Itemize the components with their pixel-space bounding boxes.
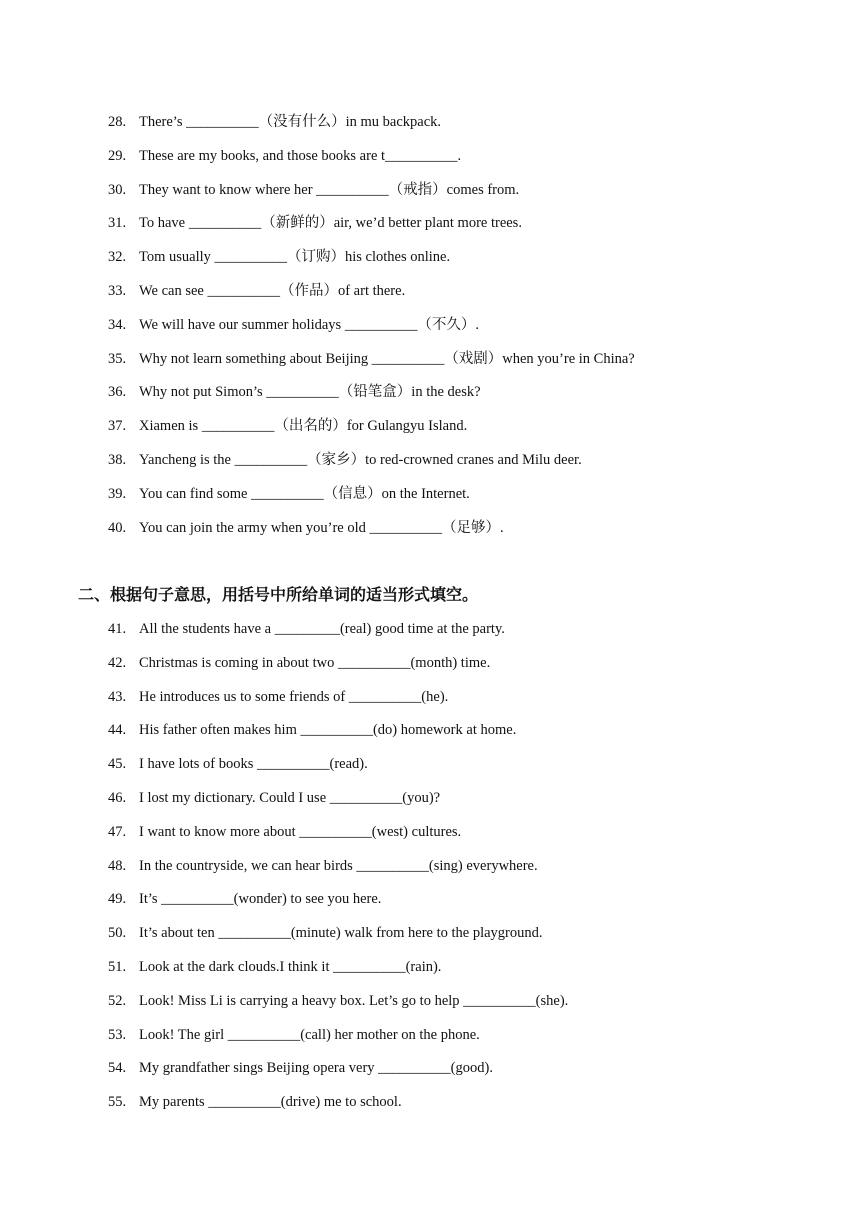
question-number: 30.: [108, 181, 127, 198]
question-number: 35.: [108, 350, 127, 367]
question-number: 47.: [108, 823, 127, 840]
question-text: Xiamen is __________（出名的）for Gulangyu Island.: [139, 418, 468, 435]
question-number: 28.: [108, 114, 127, 130]
question-number: 39.: [108, 485, 127, 502]
question-number: 53.: [108, 1026, 127, 1043]
question-number: 55.: [108, 1094, 127, 1111]
question-number: 48.: [108, 857, 127, 874]
question-text: We will have our summer holidays __________（不久）.: [139, 316, 479, 333]
question-number: 44.: [108, 722, 127, 739]
question-text: We can see __________（作品）of art there.: [139, 283, 406, 299]
question-number: 31.: [108, 215, 127, 232]
question-text: It’s __________(wonder) to see you here.: [139, 891, 382, 908]
question-text: I lost my dictionary. Could I use __________(you)?: [139, 790, 441, 806]
question-text: My grandfather sings Beijing opera very __________(good).: [139, 1060, 493, 1077]
section-heading: 二、根据句子意思，用括号中所给单词的适当形式填空。: [78, 585, 479, 604]
question-text: To have __________（新鲜的）air, we’d better plant more trees.: [139, 215, 522, 232]
question-number: 49.: [108, 891, 127, 908]
question-text: Look! Miss Li is carrying a heavy box. Let’s go to help __________(she).: [139, 992, 569, 1009]
question-number: 52.: [108, 992, 127, 1009]
question-text: I have lots of books __________(read).: [139, 756, 368, 773]
question-text: You can join the army when you’re old __________（足够）.: [139, 519, 504, 536]
question-text: All the students have a _________(real) good time at the party.: [139, 621, 505, 637]
question-number: 38.: [108, 452, 127, 468]
question-number: 32.: [108, 249, 127, 266]
question-number: 33.: [108, 283, 127, 299]
question-text: Yancheng is the __________（家乡）to red-crowned cranes and Milu deer.: [139, 452, 582, 468]
question-number: 40.: [108, 519, 127, 536]
question-text: In the countryside, we can hear birds __________(sing) everywhere.: [139, 857, 538, 874]
question-number: 42.: [108, 654, 127, 671]
question-text: Why not learn something about Beijing __________（戏剧）when you’re in China?: [139, 350, 635, 367]
question-text: There’s __________（没有什么）in mu backpack.: [139, 114, 442, 130]
question-number: 43.: [108, 688, 127, 705]
question-number: 51.: [108, 959, 127, 975]
question-text: It’s about ten __________(minute) walk from here to the playground.: [139, 925, 543, 942]
question-text: They want to know where her __________（戒指）comes from.: [139, 181, 520, 198]
question-number: 36.: [108, 384, 127, 401]
question-text: You can find some __________（信息）on the Internet.: [139, 485, 470, 502]
question-text: I want to know more about __________(west) cultures.: [139, 823, 462, 840]
question-text: Christmas is coming in about two __________(month) time.: [139, 654, 491, 671]
question-text: These are my books, and those books are t__________.: [139, 147, 462, 164]
question-text: Look! The girl __________(call) her mother on the phone.: [139, 1026, 480, 1043]
question-text: He introduces us to some friends of __________(he).: [139, 688, 449, 705]
question-number: 46.: [108, 790, 127, 806]
question-text: Look at the dark clouds.I think it __________(rain).: [139, 959, 442, 975]
question-number: 34.: [108, 316, 127, 333]
question-number: 37.: [108, 418, 127, 435]
question-number: 54.: [108, 1060, 127, 1077]
question-number: 29.: [108, 147, 127, 164]
question-text: Tom usually __________（订购）his clothes online.: [139, 249, 451, 266]
question-number: 41.: [108, 621, 127, 637]
question-text: My parents __________(drive) me to school.: [139, 1094, 402, 1111]
question-number: 45.: [108, 756, 127, 773]
question-text: His father often makes him __________(do) homework at home.: [139, 722, 517, 739]
question-text: Why not put Simon’s __________（铅笔盒）in the desk?: [139, 384, 481, 401]
question-number: 50.: [108, 925, 127, 942]
